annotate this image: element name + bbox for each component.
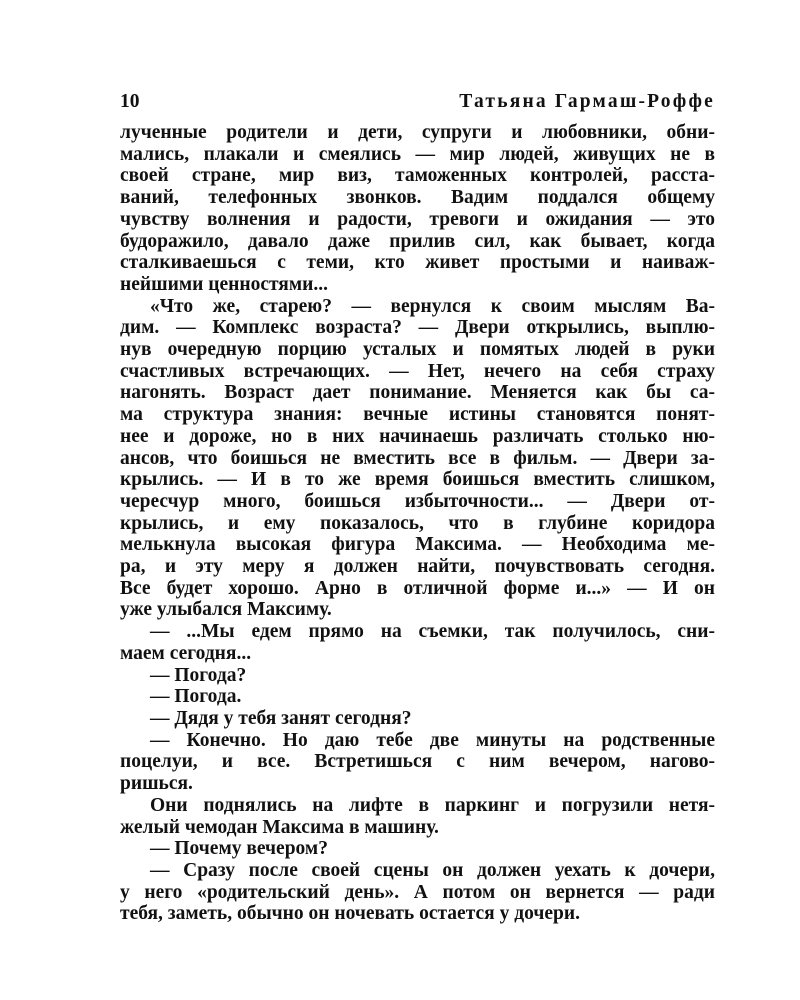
page-number: 10: [120, 91, 140, 112]
paragraph: [120, 296, 715, 622]
text-line: чересчур много, боишься избыточности... — Двери от-: [120, 490, 715, 512]
text-line: ма структура знания: вечные истины становятся понят-: [120, 404, 715, 426]
text-line: нейшими ценностями...: [120, 273, 328, 295]
body-text: [120, 122, 715, 925]
running-header: [120, 82, 715, 122]
text-line: — Погода.: [150, 686, 242, 708]
paragraph: [120, 665, 715, 687]
text-line: поцелуи, и все. Встретишься с ним вечером, нагово-: [120, 751, 715, 773]
text-line: сталкиваешься с теми, кто живет простыми и наиваж-: [120, 252, 715, 274]
text-line: маем сегодня...: [120, 642, 252, 664]
text-line: Они поднялись на лифте в паркинг и погрузили нетя-: [150, 794, 715, 816]
paragraph: [120, 860, 715, 925]
book-page: [120, 82, 715, 925]
text-line: ра, и эту меру я должен найти, почувствовать сегодня.: [120, 556, 715, 578]
text-line: мелькнула высокая фигура Максима. — Необходима ме-: [120, 534, 715, 556]
text-line: чувству волнения и радости, тревоги и ожидания — это: [120, 208, 715, 230]
text-line: счастливых встречающих. — Нет, нечего на себя страху: [120, 360, 715, 382]
text-line: дим. — Комплекс возраста? — Двери открылись, выплю-: [120, 317, 715, 339]
text-line: — Почему вечером?: [150, 838, 328, 860]
text-line: лученные родители и дети, супруги и любовники, обни-: [120, 122, 715, 143]
text-line: крылись, и ему показалось, что в глубине коридора: [120, 512, 715, 534]
text-line: нув очередную порцию усталых и помятых людей в руки: [120, 339, 715, 361]
text-line: ваний, телефонных звонков. Вадим поддался общему: [120, 187, 715, 209]
text-line: Все будет хорошо. Арно в отличной форме и...» — И он: [120, 577, 715, 599]
paragraph: [120, 122, 715, 296]
text-line: желый чемодан Максима в машину.: [120, 816, 439, 838]
paragraph: [120, 838, 715, 860]
text-line: — Сразу после своей сцены он должен уехать к дочери,: [150, 859, 715, 881]
text-line: — Погода?: [150, 664, 247, 686]
paragraph: [120, 686, 715, 708]
text-line: нагонять. Возраст дает понимание. Меняется как бы са-: [120, 382, 715, 404]
text-line: у него «родительский день». А потом он вернется — ради: [120, 881, 715, 903]
text-line: — ...Мы едем прямо на съемки, так получилось, сни-: [150, 621, 715, 643]
text-line: уже улыбался Максиму.: [120, 599, 332, 621]
text-line: будоражило, давало даже прилив сил, как бывает, когда: [120, 230, 715, 252]
text-line: крылись. — И в то же время боишься вместить слишком,: [120, 469, 715, 491]
paragraph: [120, 730, 715, 795]
paragraph: [120, 621, 715, 664]
text-line: мались, плакали и смеялись — мир людей, живущих не в: [120, 143, 715, 165]
text-line: своей стране, мир виз, таможенных контролей, расста-: [120, 165, 715, 187]
text-line: — Конечно. Но даю тебе две минуты на родственные: [150, 729, 715, 751]
text-line: ансов, что боишься не вместить все в фильм. — Двери за-: [120, 447, 715, 469]
running-header-author: Татьяна Гармаш-Роффе: [459, 91, 715, 112]
text-line: нее и дороже, но в них начинаешь различать столько ню-: [120, 425, 715, 447]
text-line: «Что же, старею? — вернулся к своим мыслям Ва-: [150, 295, 715, 317]
paragraph: [120, 708, 715, 730]
text-line: — Дядя у тебя занят сегодня?: [150, 707, 412, 729]
paragraph: [120, 795, 715, 838]
text-line: тебя, заметь, обычно он ночевать остается у дочери.: [120, 903, 580, 925]
text-line: ришься.: [120, 773, 193, 795]
